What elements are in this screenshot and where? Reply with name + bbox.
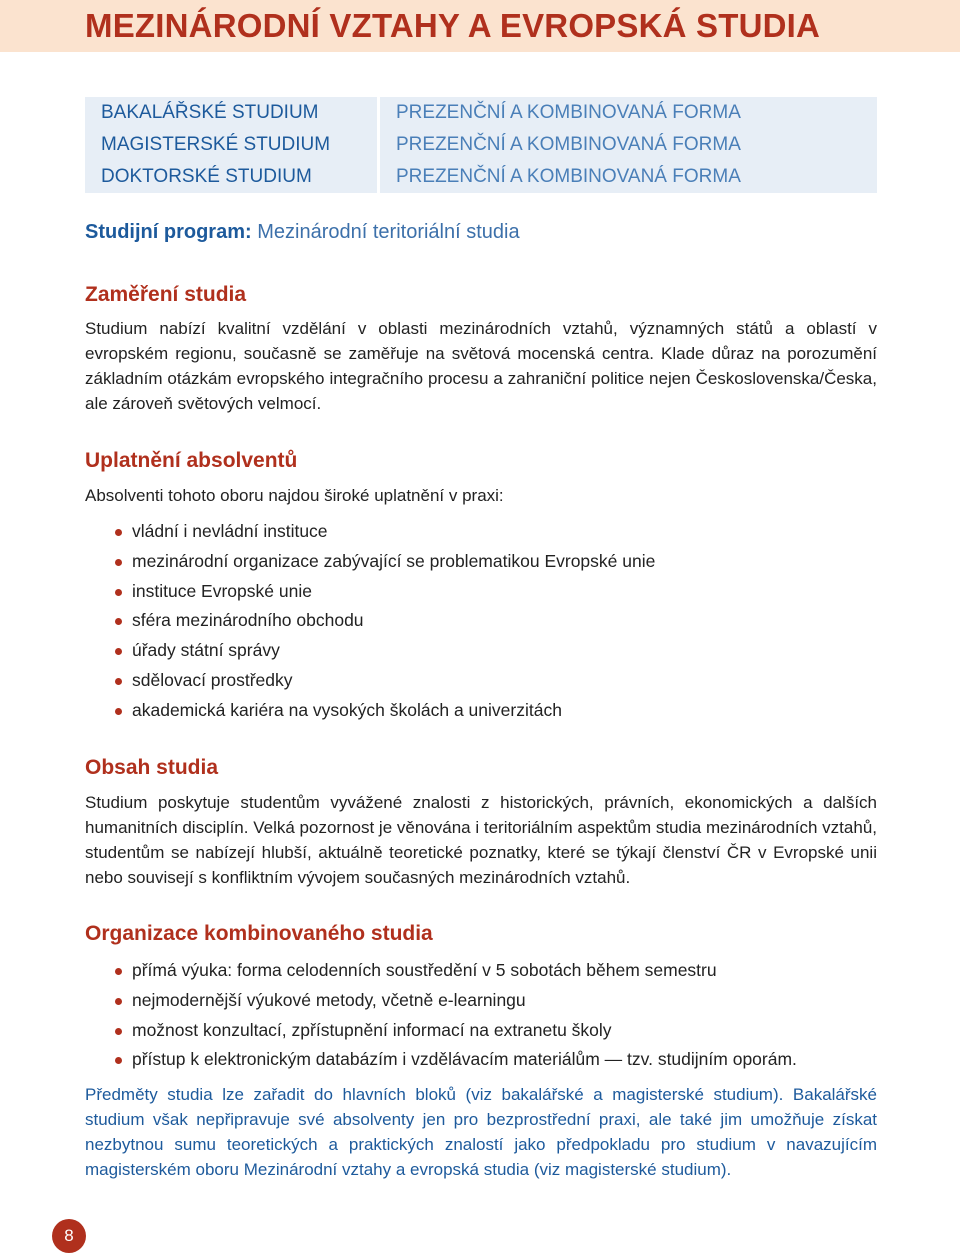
bullet-icon [115, 998, 122, 1005]
page-title: MEZINÁRODNÍ VZTAHY A EVROPSKÁ STUDIA [85, 7, 821, 44]
graduates-list [112, 517, 655, 726]
bullet-icon [115, 559, 122, 566]
bullet-icon [115, 589, 122, 596]
study-level: DOKTORSKÉ STUDIUM [85, 161, 377, 193]
list-item: sféra mezinárodního obchodu [112, 606, 655, 636]
study-forms-row [85, 129, 877, 161]
list-item: úřady státní správy [112, 636, 655, 666]
study-forms-row [85, 161, 877, 193]
bullet-icon [115, 648, 122, 655]
list-item: sdělovací prostředky [112, 666, 655, 696]
bullet-icon [115, 529, 122, 536]
study-program-value: Mezinárodní teritoriální studia [257, 221, 520, 243]
content-text: Studium poskytuje studentům vyvážené znalosti z historických, právních, ekonomických a dalších humanitních disciplín. Velká pozornost je věnována i teritoriálním aspektům studia mezinárodních vztahů, studentům se nabízejí hlubší, aktuálně teoretické poznatky, které se týkají členství ČR v Evropské unii nebo souvisejí s konfliktním vývojem současných mezinárodních vztahů. [85, 793, 877, 887]
list-item: možnost konzultací, zpřístupnění informací na extranetu školy [112, 1016, 797, 1046]
bullet-icon [115, 618, 122, 625]
list-item: instituce Evropské unie [112, 577, 655, 607]
list-item: přímá výuka: forma celodenních soustředění v 5 sobotách během semestru [112, 956, 797, 986]
content-heading: Obsah studia [85, 756, 219, 779]
focus-text: Studium nabízí kvalitní vzdělání v oblasti mezinárodních vztahů, významných států a oblastí v evropském regionu, současně se zaměřuje na světová mocenská centra. Klade důraz na porozumění základním otázkám evropského integračního procesu a zahraniční politice nejen Československa/Česka, ale zároveň světových velmocí. [85, 319, 877, 413]
graduates-intro: Absolventi tohoto oboru najdou široké uplatnění v praxi: [85, 486, 504, 505]
study-form: PREZENČNÍ A KOMBINOVANÁ FORMA [380, 97, 877, 129]
combined-text: Předměty studia lze zařadit do hlavních bloků (viz bakalářské a magisterské studium). Bakalářské studium však nepřipravuje své absolventy jen pro bezprostřední praxi, ale také jim umožňuje získat nezbytnou sumu teoretických a praktických znalostí jako předpokladu pro studium v navazujícím magisterském oboru Mezinárodní vztahy a evropská studia (viz magisterské studium). [85, 1085, 877, 1179]
study-forms-table [85, 97, 877, 193]
combined-list [112, 956, 797, 1075]
study-program [85, 218, 520, 246]
list-item: vládní i nevládní instituce [112, 517, 655, 547]
focus-heading: Zaměření studia [85, 283, 247, 306]
graduates-heading: Uplatnění absolventů [85, 449, 298, 472]
bullet-icon [115, 1057, 122, 1064]
study-form: PREZENČNÍ A KOMBINOVANÁ FORMA [380, 129, 877, 161]
list-item: nejmodernější výukové metody, včetně e-learningu [112, 986, 797, 1016]
study-form: PREZENČNÍ A KOMBINOVANÁ FORMA [380, 161, 877, 193]
list-item: mezinárodní organizace zabývající se problematikou Evropské unie [112, 547, 655, 577]
study-forms-row [85, 97, 877, 129]
study-level: BAKALÁŘSKÉ STUDIUM [85, 97, 377, 129]
study-level: MAGISTERSKÉ STUDIUM [85, 129, 377, 161]
list-item: přístup k elektronickým databázím i vzdělávacím materiálům — tzv. studijním oporám. [112, 1045, 797, 1075]
bullet-icon [115, 1028, 122, 1035]
bullet-icon [115, 678, 122, 685]
combined-heading: Organizace kombinovaného studia [85, 922, 433, 945]
list-item: akademická kariéra na vysokých školách a univerzitách [112, 696, 655, 726]
bullet-icon [115, 968, 122, 975]
bullet-icon [115, 708, 122, 715]
study-program-label: Studijní program: [85, 221, 252, 243]
page-number: 8 [52, 1219, 86, 1253]
